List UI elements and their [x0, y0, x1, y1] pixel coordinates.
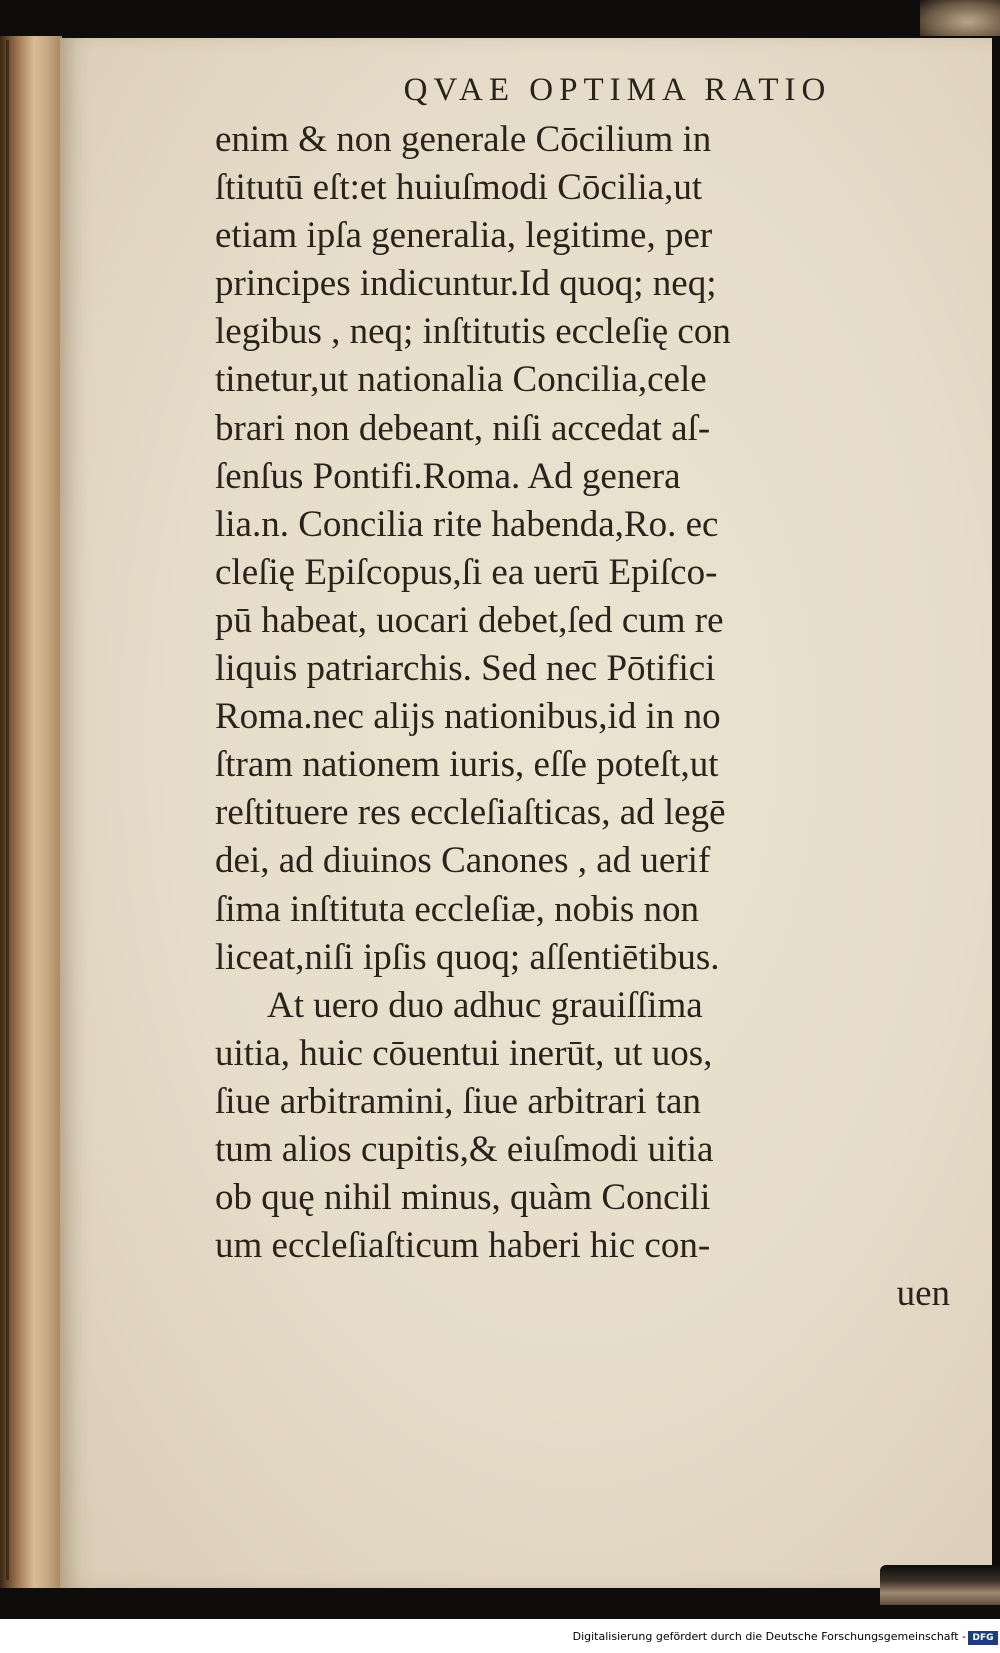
text-line: Roma.nec alijs nationibus,id in no: [215, 696, 721, 738]
text-line: tinetur,ut nationalia Concilia,cele: [215, 359, 707, 401]
text-line: pū habeat, uocari debet,ſed cum re: [215, 599, 724, 641]
text-line: ſiue arbitramini, ſiue arbitrari tan: [215, 1080, 701, 1122]
running-head: QVAE OPTIMA RATIO: [403, 72, 832, 108]
text-line: dei, ad diuinos Canones , ad uerif: [215, 840, 711, 882]
digitization-footer: [0, 1619, 1000, 1653]
text-line: ſtitutū eſt:et huiuſmodi Cōcilia,ut: [215, 167, 703, 209]
text-line: legibus , neq; inſtitutis eccleſię con: [215, 311, 731, 353]
text-line: brari non debeant, niſi accedat aſ-: [215, 407, 711, 449]
text-line: uitia, huic cōuentui inerūt, ut uos,: [215, 1032, 713, 1074]
text-line: ſenſus Pontifi.Roma. Ad genera: [215, 455, 681, 497]
text-line: reſtituere res eccleſiaſticas, ad legē: [215, 792, 726, 834]
text-line: lia.n. Concilia rite habenda,Ro. ec: [215, 503, 719, 545]
text-line: enim & non generale Cōcilium in: [215, 119, 712, 160]
text-line: tum alios cupitis,& eiuſmodi uitia: [215, 1128, 714, 1170]
catchword: uen: [896, 1273, 950, 1315]
page-corner-top: [920, 0, 1000, 36]
text-line: principes indicuntur.Id quoq; neq;: [215, 263, 717, 305]
text-line: etiam ipſa generalia, legitime, per: [215, 215, 713, 257]
text-line: cleſię Epiſcopus,ſi ea uerū Epiſco-: [215, 551, 718, 593]
page-text: [215, 64, 960, 1318]
text-line: ſima inſtituta eccleſiæ, nobis non: [215, 888, 699, 930]
text-line: liceat,niſi ipſis quoq; aſſentiētibus.: [215, 936, 720, 978]
dfg-logo: DFG: [968, 1631, 998, 1645]
text-line: liquis patriarchis. Sed nec Pōtifici: [215, 648, 716, 690]
book-spine: [0, 36, 62, 1588]
text-line: um eccleſiaſticum haberi hic con-: [215, 1225, 711, 1267]
funding-credit: Digitalisierung gefördert durch die Deutsche Forschungsgemeinschaft -: [572, 1630, 966, 1643]
text-line: ſtram nationem iuris, eſſe poteſt,ut: [215, 744, 719, 786]
page-corner-bottom: [880, 1565, 1000, 1605]
paragraph-start-line: At uero duo adhuc grauiſſima: [267, 984, 703, 1026]
spine-edge: [6, 40, 9, 1580]
text-line: ob quę nihil minus, quàm Concili: [215, 1177, 711, 1219]
